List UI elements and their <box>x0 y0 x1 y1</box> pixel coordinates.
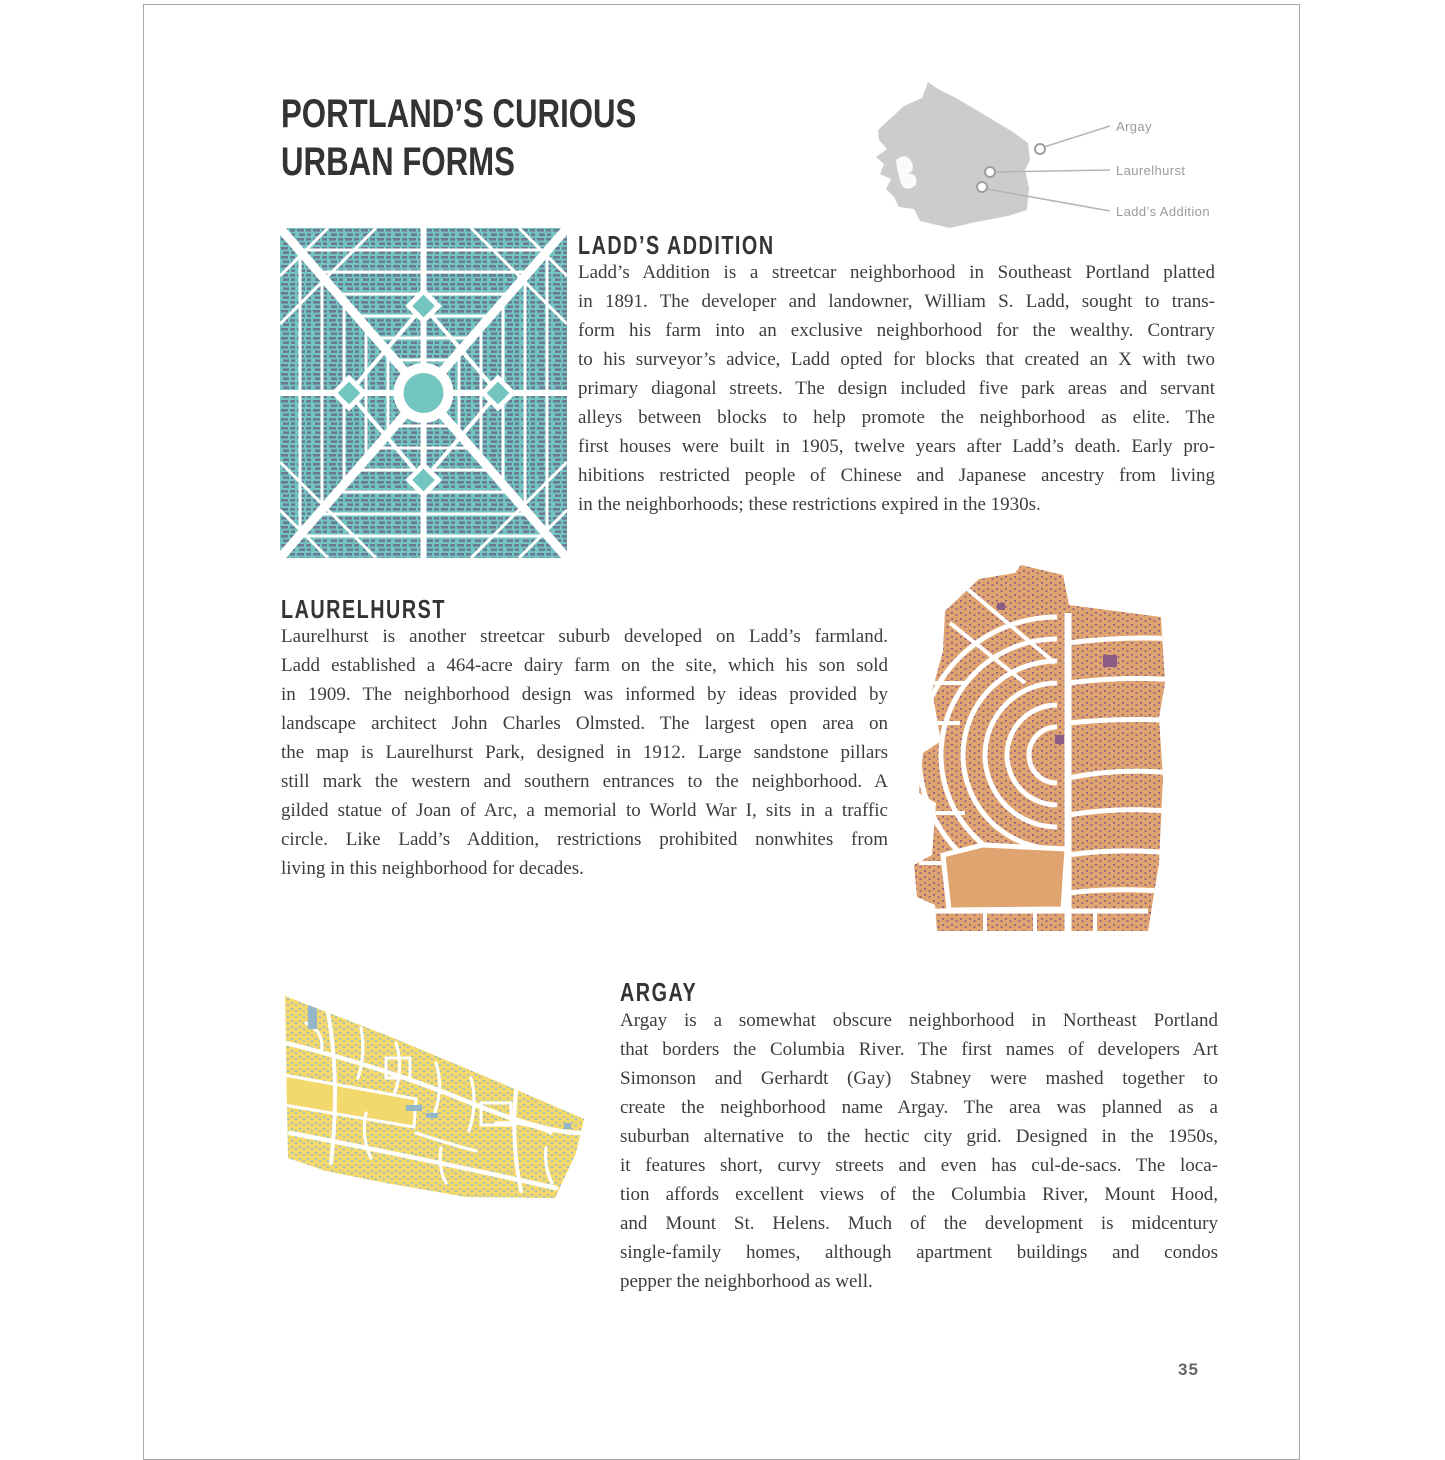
ladds-marker <box>977 182 987 192</box>
text-line: and Mount St. Helens. Much of the development is midcentury <box>620 1213 1218 1234</box>
text-line: in 1909. The neighborhood design was informed by ideas provided by <box>281 684 888 705</box>
text-line: in 1891. The developer and landowner, William S. Ladd, sought to trans- <box>578 291 1215 312</box>
locator-label-laurelhurst: Laurelhurst <box>1116 163 1186 178</box>
text-line: to his surveyor’s advice, Ladd opted for blocks that created an X with two <box>578 349 1215 370</box>
section-heading-laurelhurst: LAURELHURST <box>281 594 446 624</box>
locator-label-ladds: Ladd’s Addition <box>1116 204 1210 219</box>
laurelhurst-map <box>905 563 1217 931</box>
text-line: it features short, curvy streets and even has cul-de-sacs. The loca- <box>620 1155 1218 1176</box>
locator-label-argay: Argay <box>1116 119 1152 134</box>
section-body-ladds-addition <box>578 258 1215 519</box>
page-title <box>281 90 636 186</box>
page-title-line-2: URBAN FORMS <box>281 140 515 184</box>
text-line: still mark the western and southern entrances to the neighborhood. A <box>281 771 888 792</box>
text-line: living in this neighborhood for decades. <box>281 858 584 879</box>
text-line: tion affords excellent views of the Columbia River, Mount Hood, <box>620 1184 1218 1205</box>
laurelhurst-marker <box>985 167 995 177</box>
argay-map <box>266 983 604 1243</box>
page-title-line-1: PORTLAND’S CURIOUS <box>281 92 637 136</box>
text-line: create the neighborhood name Argay. The area was planned as a <box>620 1097 1218 1118</box>
text-line: the map is Laurelhurst Park, designed in 1912. Large sandstone pillars <box>281 742 888 763</box>
text-line: primary diagonal streets. The design included five park areas and servant <box>578 378 1215 399</box>
portland-locator-map <box>858 68 1238 258</box>
text-line: single-family homes, although apartment buildings and condos <box>620 1242 1218 1263</box>
section-body-laurelhurst <box>281 622 888 883</box>
section-body-argay <box>620 1006 1218 1296</box>
text-line: landscape architect John Charles Olmsted. The largest open area on <box>281 713 888 734</box>
portland-silhouette <box>876 82 1030 228</box>
ladds-addition-map <box>280 228 567 558</box>
text-line: Laurelhurst is another streetcar suburb developed on Ladd’s farmland. <box>281 626 888 647</box>
argay-marker <box>1035 144 1045 154</box>
text-line: suburban alternative to the hectic city grid. Designed in the 1950s, <box>620 1126 1218 1147</box>
text-line: first houses were built in 1905, twelve years after Ladd’s death. Early pro- <box>578 436 1215 457</box>
text-line: hibitions restricted people of Chinese and Japanese ancestry from living <box>578 465 1215 486</box>
text-line: Ladd established a 464-acre dairy farm on the site, which his son sold <box>281 655 888 676</box>
text-line: pepper the neighborhood as well. <box>620 1271 873 1292</box>
text-line: form his farm into an exclusive neighborhood for the wealthy. Contrary <box>578 320 1215 341</box>
text-line: in the neighborhoods; these restrictions expired in the 1930s. <box>578 494 1041 515</box>
text-line: Simonson and Gerhardt (Gay) Stabney were mashed together to <box>620 1068 1218 1089</box>
text-line: Ladd’s Addition is a streetcar neighborhood in Southeast Portland platted <box>578 262 1215 283</box>
page-number: 35 <box>1178 1360 1199 1379</box>
text-line: circle. Like Ladd’s Addition, restrictions prohibited nonwhites from <box>281 829 888 850</box>
section-heading-ladds-addition: LADD’S ADDITION <box>578 230 775 260</box>
text-line: Argay is a somewhat obscure neighborhood in Northeast Portland <box>620 1010 1218 1031</box>
section-heading-argay: ARGAY <box>620 977 698 1007</box>
text-line: that borders the Columbia River. The first names of developers Art <box>620 1039 1218 1060</box>
text-line: alleys between blocks to help promote the neighborhood as elite. The <box>578 407 1215 428</box>
text-line: gilded statue of Joan of Arc, a memorial to World War I, sits in a traffic <box>281 800 888 821</box>
laurelhurst-park <box>943 845 1067 910</box>
